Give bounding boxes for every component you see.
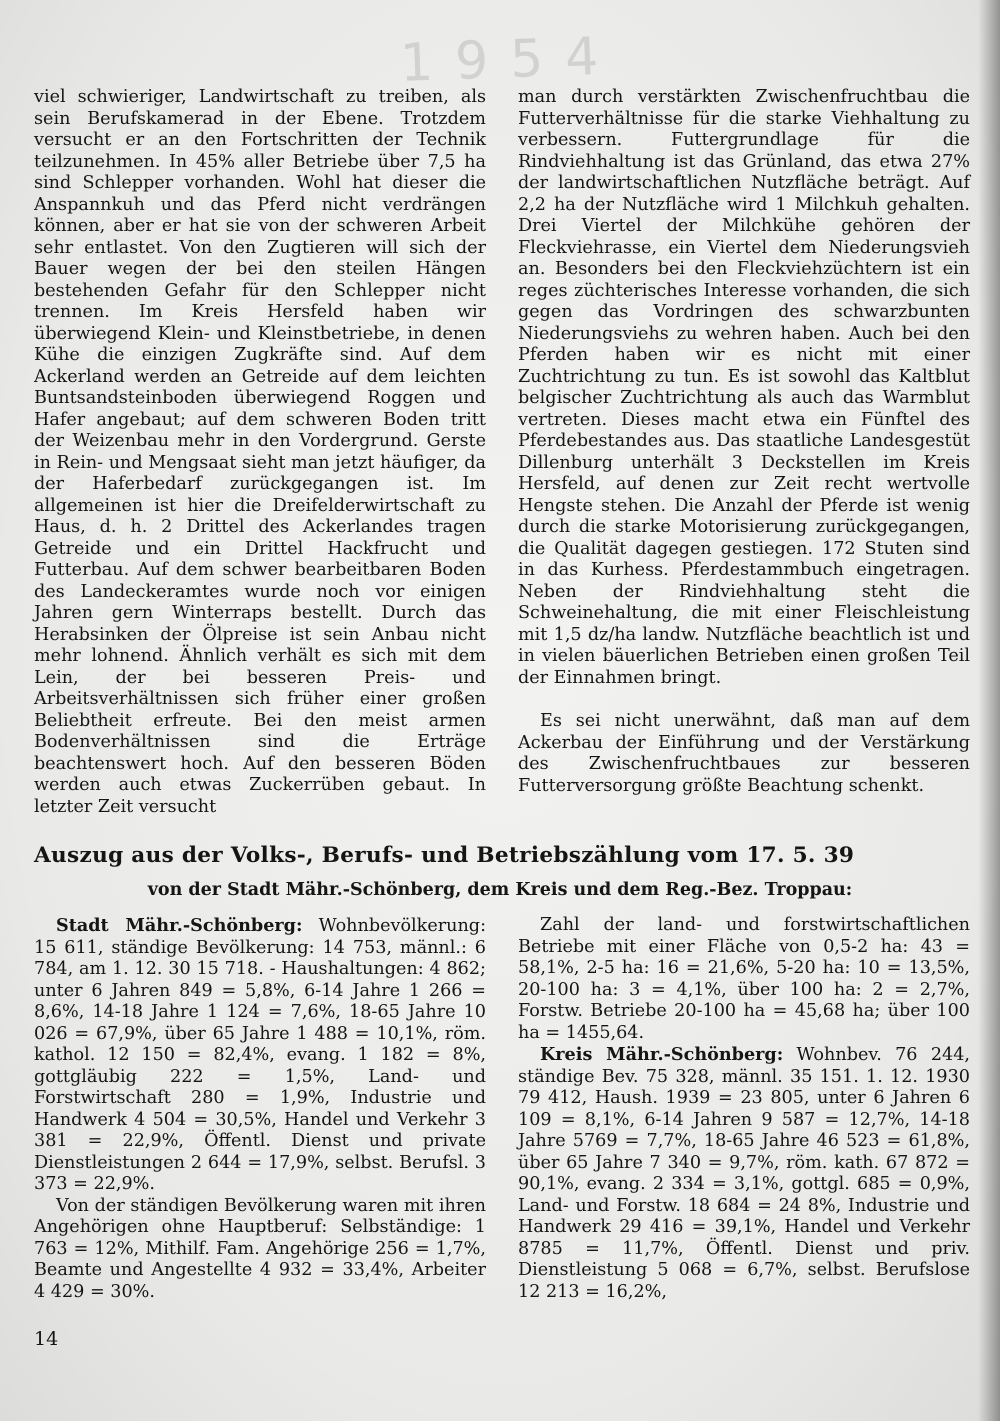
paragraph: man durch verstärkten Zwischenfruchtbau die Futterverhältnisse für die starke Viehhaltung zu verbessern. Futtergrundlage für die Rindviehhaltung ist das Grünland, das etwa 27% der landwirtschaftlichen Nutzfläche beträgt. Auf 2,2 ha der Nutzfläche wird 1 Milchkuh gehalten. Drei Viertel der Milchkühe gehören der Fleckviehrasse, ein Viertel dem Niederungsvieh an. Besonders bei den Fleckviehzüchtern ist ein reges züchterisches Interesse vorhanden, die sich gegen das Vordringen des schwarzbunten Niederungsviehs zu wehren haben. Auch bei den Pferden haben wir es nicht mit einer Zuchtrichtung zu tun. Es ist sowohl das Kaltblut belgischer Zuchtrichtung als auch das Warmblut vertreten. Dieses macht etwa ein Fünftel des Pferdebestandes aus. Das staatliche Landesgestüt Dillenburg unterhält 3 Deckstellen im Kreis Hersfeld, auf denen zur Zeit recht wertvolle Hengste stehen. Die Anzahl der Pferde ist wenig durch die starke Motorisierung zurückgegangen, die Qualität dagegen gestiegen. 172 Stuten sind in das Kurhess. Pferdestammbuch eingetragen. Neben der Rindviehhaltung steht die Schweinehaltung, die mit einer Fleischleistung mit 1,5 dz/ha landw. Nutzfläche beachtlich ist und in vielen bäuerlichen Betrieben einen großen Teil der Einnahmen bringt. bbox=[518, 87, 970, 688]
paragraph: viel schwieriger, Landwirtschaft zu treiben, als sein Berufskamerad in der Ebene. Trotzdem versucht er an den Fortschritten der Technik teilzunehmen. In 45% aller Betriebe über 7,5 ha sind Schlepper vorhanden. Wohl hat dieser die Anspannkuh und das Pferd nicht verdrängen können, aber er hat sie von der schweren Arbeit sehr entlastet. Von den Zugtieren will sich der Bauer wegen der bei den steilen Hängen bestehenden Gefahr für den Schlepper nicht trennen. Im Kreis Hersfeld haben wir überwiegend Klein- und Kleinstbetriebe, in denen Kühe die einzigen Zugkräfte sind. Auf dem Ackerland werden an Getreide auf dem leichten Buntsandsteinboden überwiegend Roggen und Hafer angebaut; auf dem schweren Boden tritt der Weizenbau mehr in den Vordergrund. Gerste in Rein- und Mengsaat sieht man jetzt häufiger, da der Haferbedarf zurückgegangen ist. Im allgemeinen ist hier die Dreifelderwirtschaft zu Haus, d. h. 2 Drittel des Ackerlandes tragen Getreide und ein Drittel Hackfrucht und Futterbau. Auf dem schwer bearbeitbaren Boden des Landeckeramtes wurde noch vor einigen Jahren gern Winterraps bestellt. Durch das Herabsinken der Ölpreise ist sein Anbau nicht mehr lohnend. Ähnlich verhält es sich mit dem Lein, der bei besseren Preis- und Arbeitsverhältnissen sich früher einer großen Beliebtheit erfreute. Bei den meist armen Bodenverhältnissen sind die Erträge beachtenswert hoch. Auf den besseren Böden werden auch etwas Zuckerrüben gebaut. In letzter Zeit versucht bbox=[34, 87, 486, 817]
article-column-left bbox=[34, 87, 486, 818]
statistics-text: Wohnbev. 76 244, ständige Bev. 75 328, männl. 35 151. 1. 12. 1930 79 412, Haush. 1939 = 23 805, unter 6 Jahren 6 109 = 8,1%, 6-14 Jahren 9 587 = 12,7%, 14-18 Jahre 5769 = 7,7%, 18-65 Jahre 46 523 = 61,8%, über 65 Jahre 7 340 = 9,7%, röm. kath. 67 872 = 90,1%, evang. 2 334 = 3,1%, gottgl. 685 = 0,9%, Land- und Forstw. 18 684 = 24 8%, Industrie und Handwerk 29 416 = 39,1%, Handel und Verkehr 8785 = 11,7%, Öffentl. Dienst und priv. Dienstleistung 5 068 = 6,7%, selbst. Berufslose 12 213 = 16,2%, bbox=[518, 1045, 970, 1302]
statistics-paragraph: Von der ständigen Bevölkerung waren mit ihren Angehörigen ohne Hauptberuf: Selbständige: 1 763 = 12%, Mithilf. Fam. Angehörige 256 = 1,7%, Beamte und Angestellte 4 932 = 33,4%, Arbeiter 4 429 = 30%. bbox=[34, 1195, 486, 1302]
statistics-column-right bbox=[518, 915, 970, 1303]
statistics-paragraph: Zahl der land- und forstwirtschaftlichen Betriebe mit einer Fläche von 0,5-2 ha: 43 = 58,1%, 2-5 ha: 16 = 21,6%, 5-20 ha: 10 = 13,5%, 20-100 ha: 3 = 4,1%, über 100 ha: 2 = 2,7%, Forstw. Betriebe 20-100 ha = 45,68 ha; über 100 ha = 1455,64. bbox=[518, 915, 970, 1043]
statistics-paragraph bbox=[518, 1044, 970, 1303]
paragraph: Es sei nicht unerwähnt, daß man auf dem Ackerbau der Einführung und der Verstärkung des Zwischenfruchtbaues zur besseren Futterversorgung größte Beachtung schenkt. bbox=[518, 711, 970, 796]
article-column-right bbox=[518, 87, 970, 797]
statistics-paragraph bbox=[34, 915, 486, 1196]
binding-shadow bbox=[978, 0, 1000, 1421]
place-label: Stadt Mähr.-Schönberg: bbox=[56, 915, 303, 936]
statistics-text: Wohnbevölkerung: 15 611, ständige Bevölkerung: 14 753, männl.: 6 784, am 1. 12. 30 15 718. - Haushaltungen: 4 862; unter 6 Jahren 849 = 5,8%, 6-14 Jahre 1 266 = 8,6%, 14-18 Jahre 1 124 = 7,6%, 18-65 Jahre 10 026 = 67,9%, über 65 Jahre 1 488 = 10,1%, röm. kathol. 12 150 = 82,4%, evang. 1 182 = 8%, gottgläubig 222 = 1,5%, Land- und Forstwirtschaft 280 = 1,9%, Industrie und Handwerk 4 504 = 30,5%, Handel und Verkehr 3 381 = 22,9%, Öffentl. Dienst und private Dienstleistungen 2 644 = 17,9%, selbst. Berufsl. 3 373 = 22,9%. bbox=[34, 916, 486, 1194]
archive-stamp: 1954 bbox=[399, 26, 622, 94]
section-subheading: von der Stadt Mähr.-Schönberg, dem Kreis und dem Reg.-Bez. Troppau: bbox=[147, 880, 853, 900]
section-heading: Auszug aus der Volks-, Berufs- und Betriebszählung vom 17. 5. 39 bbox=[34, 843, 855, 868]
statistics-column-left bbox=[34, 915, 486, 1303]
place-label: Kreis Mähr.-Schönberg: bbox=[540, 1044, 784, 1065]
page-number: 14 bbox=[34, 1328, 59, 1350]
